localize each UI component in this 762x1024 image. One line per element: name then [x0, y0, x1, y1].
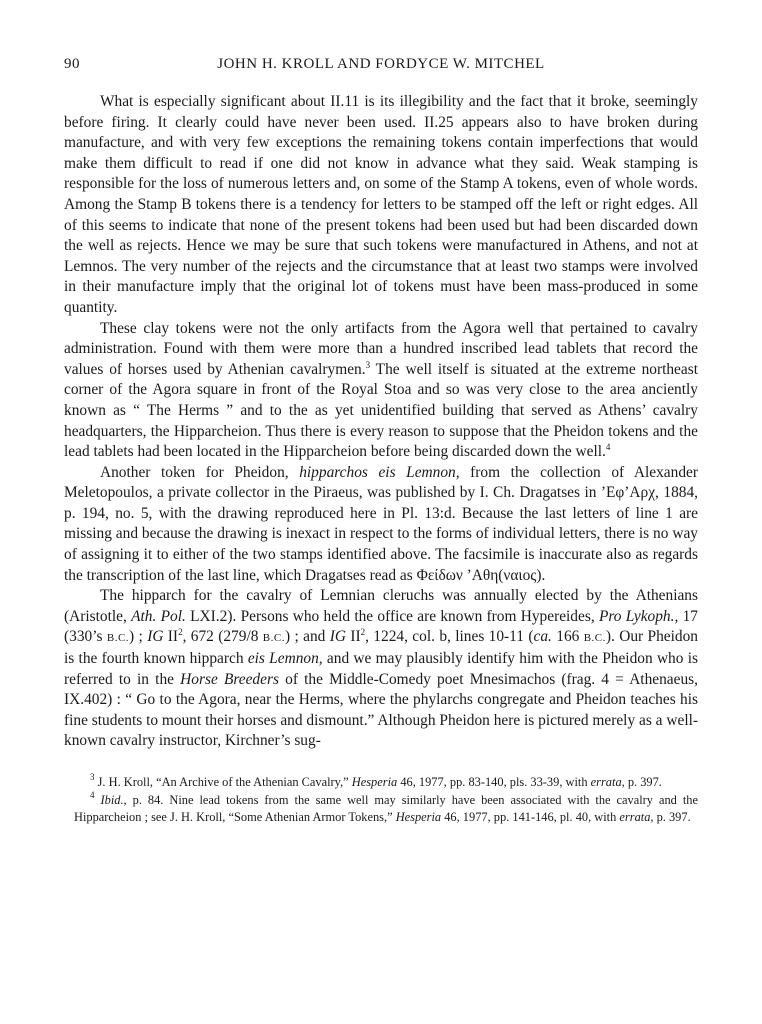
- italic-text: Pro Lykoph.,: [598, 607, 679, 625]
- text: LXI.2). Persons who held the office are known from Hypereides,: [185, 607, 599, 625]
- text: II: [163, 628, 179, 646]
- text: The hipparch for the cavalry of Lemnian cleruchs was annually elected by the Athenians (Aristotle,: [64, 587, 698, 625]
- text: ). Our Pheidon is the fourth known hipparch: [64, 628, 698, 668]
- text: and we may plausibly identify him with the Pheidon who is referred to in the: [64, 650, 698, 688]
- superscript: 2: [360, 627, 366, 638]
- text: , 1224, col. b, lines 10-11 (: [365, 628, 534, 646]
- text: II: [345, 628, 361, 646]
- text: p. 397.: [653, 810, 691, 824]
- text: ) ; and: [284, 628, 330, 646]
- footnote-4: [74, 789, 698, 827]
- text: of the Middle-Comedy poet Mnesimachos (frag. 4 = Athenaeus, IX.402) : “ Go to the Agora, near the Herms, where the phylarchs congregate and Pheidon teaches his fine students to mount their horses and dismount.” Although Pheidon here is pictured merely as a well-known cavalry instructor, Kirchner’s sug-: [64, 670, 698, 750]
- footnotes: [64, 774, 698, 827]
- italic-text: Horse Breeders: [180, 670, 279, 688]
- text: 46, 1977, pp. 141-146, pl. 40, with: [441, 810, 620, 824]
- paragraph-3: [64, 463, 698, 587]
- italic-text: Ath. Pol.: [131, 607, 186, 625]
- italic-text: Ibid.,: [100, 792, 127, 807]
- small-caps-text: B.C.: [262, 632, 285, 645]
- body-text: [64, 92, 698, 752]
- page-header-authors: JOHN H. KROLL AND FORDYCE W. MITCHEL: [217, 56, 545, 72]
- footnote-3: [74, 774, 698, 792]
- italic-text: errata,: [619, 810, 654, 824]
- paragraph-2-text-a: These clay tokens were not the only artifacts from the Agora well that pertained to cavalry administration. Found with them were more than a hundred inscribed lead tablets that record the values of horses used by Athenian cavalrymen.: [64, 319, 698, 378]
- paragraph-2: [64, 319, 698, 463]
- text: 166: [551, 628, 584, 646]
- italic-text: ca.: [533, 628, 552, 646]
- italic-text: errata,: [590, 775, 625, 789]
- text: 46, 1977, pp. 83-140, pls. 33-39, with: [397, 775, 591, 789]
- italic-text: Hesperia: [351, 775, 398, 789]
- footnote-ref-4: 4: [605, 442, 611, 453]
- running-head: [64, 56, 698, 78]
- paragraph-1: What is especially significant about II.11 is its illegibility and the fact that it broke, seemingly before firing. It clearly could have never been used. II.25 appears also to have broken during manufacture, and with very few exceptions the remaining tokens contain imperfections that would make them difficult to read if one did not know in advance what they said. Weak stamping is responsible for the loss of numerous letters and, on some of the Stamp A tokens, even of whole words. Among the Stamp B tokens there is a tendency for letters to be stamped off the left or right edges. All of this seems to indicate that none of the present tokens had been used but had been discarded down the well as rejects. Hence we may be sure that such tokens were manufactured in Athens, and not at Lemnos. The very number of the rejects and the circumstance that at least two stamps were involved in their manufacture imply that the original lot of tokens must have been mass-produced in some quantity.: [64, 93, 698, 316]
- italic-text: IG: [329, 628, 346, 646]
- text: Another token for Pheidon,: [100, 463, 300, 481]
- italic-text: Hesperia: [395, 810, 442, 824]
- italic-text: eis Lemnon,: [247, 650, 323, 668]
- footnote-number: 3: [90, 772, 95, 782]
- paragraph-4: [64, 586, 698, 752]
- footnote-number: 4: [90, 789, 95, 800]
- text: p. 84. Nine lead tokens from the same well may similarly have been associated with the cavalry and the Hipparcheion ; see J. H. Kroll, “Some Athenian Armor Tokens,”: [74, 792, 698, 824]
- page-number: 90: [64, 56, 80, 72]
- text: from the collection of Alexander Meletopoulos, a private collector in the Piraeus, was published by I. Ch. Dragatses in ’Eφ’Aρχ, 1884, p. 194, no. 5, with the drawing reproduced here in Pl. 13:d. Because the last letters of line 1 are missing and because the drawing is inexact in respect to the forms of individual letters, there is no way of assigning it to either of the two stamps identified above. The facsimile is inaccurate also as regards the transcription of the last line, which Dragatses read as Φείδων ’Aθη(ναιος).: [64, 463, 698, 584]
- text: J. H. Kroll, “An Archive of the Athenian Cavalry,”: [94, 775, 352, 789]
- superscript: 2: [178, 627, 183, 638]
- text: , 672 (279/8: [182, 628, 263, 646]
- small-caps-text: B.C.: [106, 632, 130, 645]
- text: p. 397.: [624, 775, 662, 789]
- footnote-ref-3: 3: [365, 359, 371, 370]
- paragraph-2-text-b: The well itself is situated at the extreme northeast corner of the Agora square in front of the Royal Stoa and so was very close to the area anciently known as “ The Herms ” and to the as yet unidentified building that served as Athens’ cavalry headquarters, the Hipparcheion. Thus there is every reason to suppose that the Pheidon tokens and the lead tablets had been located in the Hipparcheion before being discarded down the well.: [64, 360, 698, 461]
- small-caps-text: B.C.: [583, 632, 606, 645]
- italic-text: IG: [147, 628, 164, 646]
- italic-text: hipparchos eis Lemnon,: [299, 463, 460, 481]
- text: 17 (330’s: [64, 607, 698, 646]
- text: ) ;: [129, 628, 148, 646]
